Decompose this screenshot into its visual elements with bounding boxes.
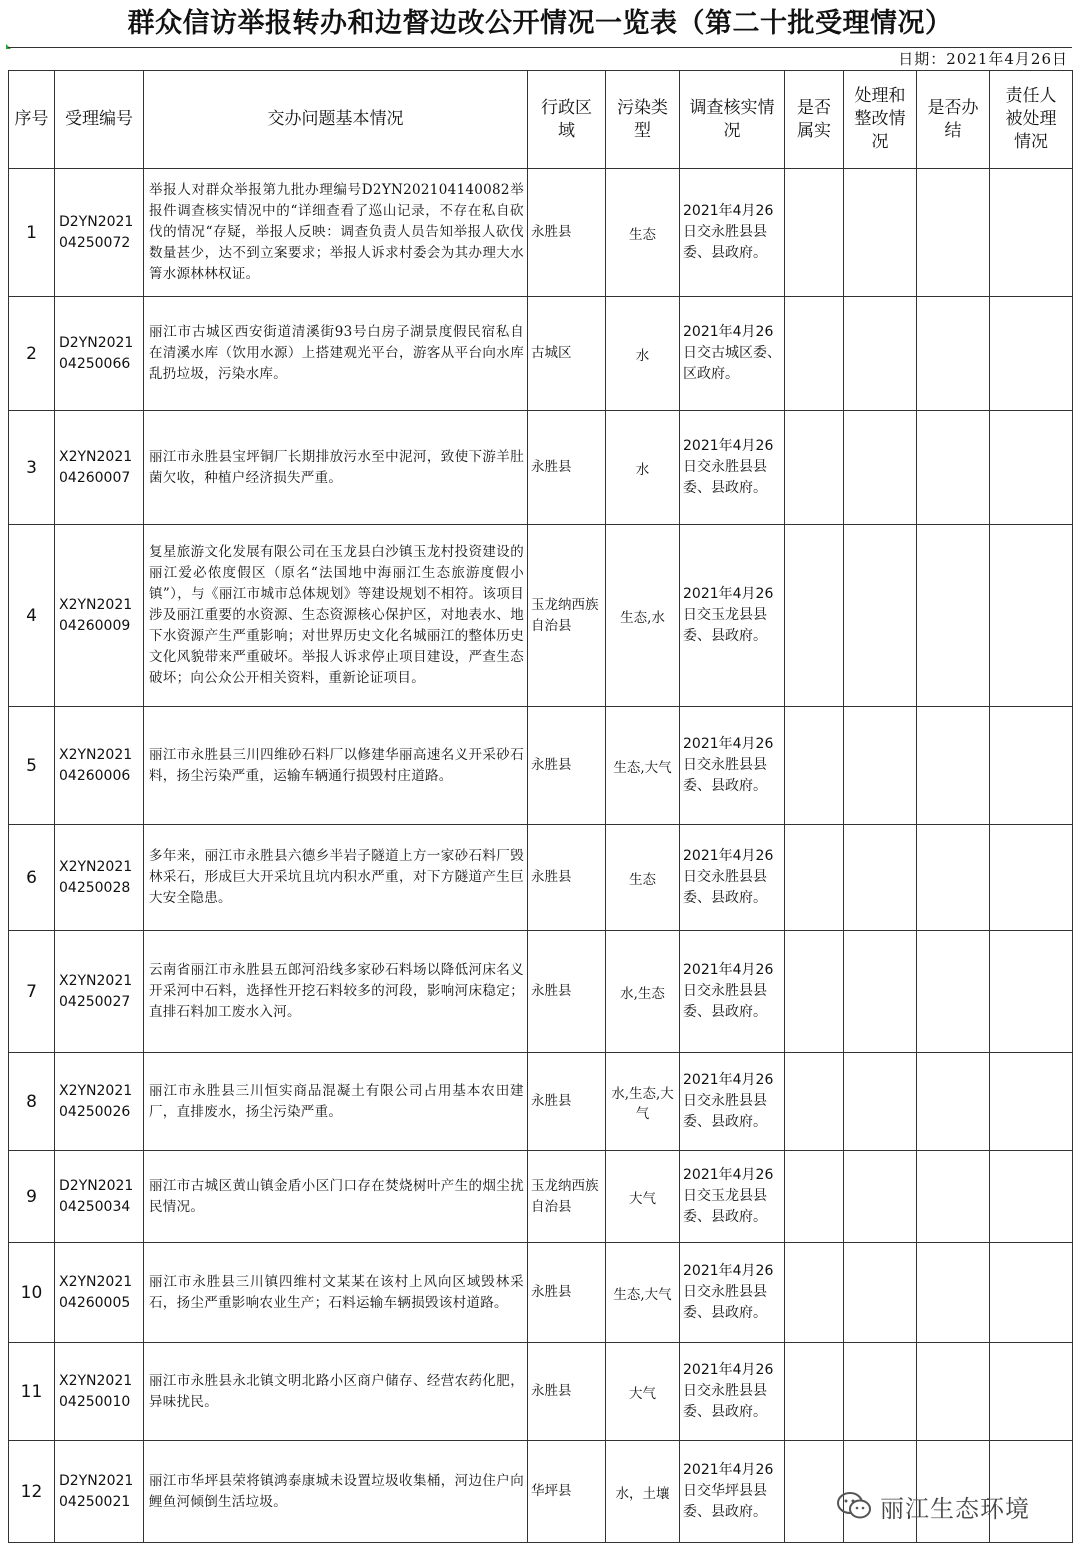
row-area: 古城区 (528, 297, 606, 411)
row-id: X2YN202104250027 (55, 931, 144, 1053)
row-handling (844, 931, 917, 1053)
row-is-true (785, 169, 844, 297)
row-number: 2 (9, 297, 55, 411)
row-investigation: 2021年4月26日交永胜县县委、县政府。 (680, 825, 785, 931)
row-area: 玉龙纳西族自治县 (528, 1151, 606, 1243)
row-number: 11 (9, 1343, 55, 1441)
row-pollution-type: 水,生态 (606, 931, 680, 1053)
row-pollution-type: 水 (606, 411, 680, 525)
header-desc: 交办问题基本情况 (144, 71, 528, 169)
row-investigation: 2021年4月26日交永胜县县委、县政府。 (680, 931, 785, 1053)
row-number: 5 (9, 707, 55, 825)
row-id: X2YN202104250026 (55, 1053, 144, 1151)
row-handling (844, 1243, 917, 1343)
wechat-icon (836, 1491, 872, 1521)
table-row (9, 1053, 1073, 1151)
row-number: 9 (9, 1151, 55, 1243)
row-number: 10 (9, 1243, 55, 1343)
row-area: 永胜县 (528, 707, 606, 825)
table-row (9, 525, 1073, 707)
row-handling (844, 825, 917, 931)
header-id: 受理编号 (55, 71, 144, 169)
row-responsible (990, 1053, 1073, 1151)
row-handling (844, 1343, 917, 1441)
row-is-true (785, 525, 844, 707)
row-pollution-type: 大气 (606, 1343, 680, 1441)
row-area: 华坪县 (528, 1441, 606, 1543)
row-responsible (990, 169, 1073, 297)
row-investigation: 2021年4月26日交玉龙县县委、县政府。 (680, 1151, 785, 1243)
row-area: 玉龙纳西族自治县 (528, 525, 606, 707)
row-pollution-type: 水，土壤 (606, 1441, 680, 1543)
header-type: 污染类型 (606, 71, 680, 169)
row-pollution-type: 生态 (606, 825, 680, 931)
row-closed (917, 707, 990, 825)
row-responsible (990, 297, 1073, 411)
row-closed (917, 1151, 990, 1243)
row-description: 云南省丽江市永胜县五郎河沿线多家砂石料场以降低河床名义开采河中石料，选择性开挖石料较多的河段，影响河床稳定；直排石料加工废水入河。 (144, 931, 528, 1053)
row-area: 永胜县 (528, 1053, 606, 1151)
table-row (9, 1243, 1073, 1343)
header-row (9, 71, 1073, 169)
row-number: 4 (9, 525, 55, 707)
row-handling (844, 411, 917, 525)
header-true: 是否属实 (785, 71, 844, 169)
row-number: 7 (9, 931, 55, 1053)
table-row (9, 707, 1073, 825)
date-text: 日期：2021年4月26日 (898, 50, 1068, 68)
row-number: 12 (9, 1441, 55, 1543)
row-handling (844, 707, 917, 825)
row-closed (917, 1343, 990, 1441)
table-row (9, 1151, 1073, 1243)
row-closed (917, 1053, 990, 1151)
row-closed (917, 411, 990, 525)
row-responsible (990, 825, 1073, 931)
row-id: D2YN202104250066 (55, 297, 144, 411)
watermark-text: 丽江生态环境 (880, 1494, 1030, 1523)
row-is-true (785, 707, 844, 825)
row-description: 丽江市古城区西安街道清溪街93号白房子湖景度假民宿私自在清溪水库（饮用水源）上搭建观光平台，游客从平台向水库乱扔垃圾，污染水库。 (144, 297, 528, 411)
watermark (836, 1486, 1066, 1526)
row-responsible (990, 931, 1073, 1053)
row-is-true (785, 1243, 844, 1343)
row-investigation: 2021年4月26日交古城区委、区政府。 (680, 297, 785, 411)
row-responsible (990, 1151, 1073, 1243)
table-row (9, 825, 1073, 931)
row-description: 丽江市华坪县荣将镇鸿泰康城未设置垃圾收集桶，河边住户向鲤鱼河倾倒生活垃圾。 (144, 1441, 528, 1543)
row-closed (917, 525, 990, 707)
row-closed (917, 931, 990, 1053)
row-id: D2YN202104250072 (55, 169, 144, 297)
row-id: D2YN202104250034 (55, 1151, 144, 1243)
row-id: X2YN202104260007 (55, 411, 144, 525)
row-investigation: 2021年4月26日交永胜县县委、县政府。 (680, 169, 785, 297)
row-description: 丽江市永胜县三川四维砂石料厂以修建华丽高速名义开采砂石料，扬尘污染严重，运输车辆通行损毁村庄道路。 (144, 707, 528, 825)
row-description: 丽江市永胜县永北镇文明北路小区商户储存、经营农药化肥，异味扰民。 (144, 1343, 528, 1441)
row-investigation: 2021年4月26日交永胜县县委、县政府。 (680, 707, 785, 825)
header-person: 责任人被处理情况 (990, 71, 1073, 169)
row-pollution-type: 水,生态,大气 (606, 1053, 680, 1151)
row-is-true (785, 411, 844, 525)
header-handle: 处理和整改情况 (844, 71, 917, 169)
page-title: 群众信访举报转办和边督边改公开情况一览表（第二十批受理情况） (127, 8, 953, 39)
row-area: 永胜县 (528, 411, 606, 525)
row-number: 8 (9, 1053, 55, 1151)
row-description: 丽江市永胜县宝坪铜厂长期排放污水至中泥河，致使下游羊肚菌欠收，种植户经济损失严重。 (144, 411, 528, 525)
row-area: 永胜县 (528, 931, 606, 1053)
row-is-true (785, 297, 844, 411)
row-description: 丽江市永胜县三川恒实商品混凝土有限公司占用基本农田建厂，直排废水，扬尘污染严重。 (144, 1053, 528, 1151)
row-description: 举报人对群众举报第九批办理编号D2YN202104140082举报件调查核实情况中的“详细查看了巡山记录，不存在私自砍伐的情况“存疑，举报人反映：调查负责人员告知举报人砍伐数量甚少，达不到立案要求；举报人诉求村委会为其办理大水箐水源林林权证。 (144, 169, 528, 297)
row-id: X2YN202104260005 (55, 1243, 144, 1343)
row-area: 永胜县 (528, 1243, 606, 1343)
row-handling (844, 297, 917, 411)
row-investigation: 2021年4月26日交华坪县县委、县政府。 (680, 1441, 785, 1543)
row-investigation: 2021年4月26日交永胜县县委、县政府。 (680, 1343, 785, 1441)
row-responsible (990, 411, 1073, 525)
row-description: 复星旅游文化发展有限公司在玉龙县白沙镇玉龙村投资建设的丽江爱必侬度假区（原名“法国地中海丽江生态旅游度假小镇”），与《丽江市城市总体规划》等建设规划不相符。该项目涉及丽江重要的水资源、生态资源核心保护区，对地表水、地下水资源产生严重影响；对世界历史文化名城丽江的整体历史文化风貌带来严重破坏。举报人诉求停止项目建设，严查生态破坏；向公众公开相关资料，重新论证项目。 (144, 525, 528, 707)
row-closed (917, 825, 990, 931)
header-no: 序号 (9, 71, 55, 169)
row-id: D2YN202104250021 (55, 1441, 144, 1543)
row-responsible (990, 1343, 1073, 1441)
row-responsible (990, 707, 1073, 825)
row-pollution-type: 生态 (606, 169, 680, 297)
row-id: X2YN202104250028 (55, 825, 144, 931)
header-closed: 是否办结 (917, 71, 990, 169)
row-pollution-type: 生态,大气 (606, 1243, 680, 1343)
row-description: 丽江市古城区黄山镇金盾小区门口存在焚烧树叶产生的烟尘扰民情况。 (144, 1151, 528, 1243)
row-investigation: 2021年4月26日交永胜县县委、县政府。 (680, 1243, 785, 1343)
row-pollution-type: 生态,大气 (606, 707, 680, 825)
row-handling (844, 1151, 917, 1243)
row-area: 永胜县 (528, 1343, 606, 1441)
complaint-table (8, 70, 1073, 1543)
header-result: 调查核实情况 (680, 71, 785, 169)
row-id: X2YN202104260009 (55, 525, 144, 707)
row-number: 6 (9, 825, 55, 931)
row-pollution-type: 大气 (606, 1151, 680, 1243)
row-is-true (785, 1441, 844, 1543)
row-responsible (990, 525, 1073, 707)
row-investigation: 2021年4月26日交玉龙县县委、县政府。 (680, 525, 785, 707)
row-closed (917, 169, 990, 297)
table-row (9, 297, 1073, 411)
row-pollution-type: 水 (606, 297, 680, 411)
header-area: 行政区域 (528, 71, 606, 169)
row-pollution-type: 生态,水 (606, 525, 680, 707)
row-is-true (785, 1053, 844, 1151)
row-id: X2YN202104260006 (55, 707, 144, 825)
row-is-true (785, 931, 844, 1053)
row-investigation: 2021年4月26日交永胜县县委、县政府。 (680, 1053, 785, 1151)
table-row (9, 411, 1073, 525)
row-closed (917, 297, 990, 411)
row-description: 多年来，丽江市永胜县六德乡半岩子隧道上方一家砂石料厂毁林采石，形成巨大开采坑且坑内积水严重，对下方隧道产生巨大安全隐患。 (144, 825, 528, 931)
row-description: 丽江市永胜县三川镇四维村文某某在该村上风向区域毁林采石，扬尘严重影响农业生产；石料运输车辆损毁该村道路。 (144, 1243, 528, 1343)
row-area: 永胜县 (528, 825, 606, 931)
row-is-true (785, 825, 844, 931)
table-row (9, 169, 1073, 297)
row-closed (917, 1243, 990, 1343)
row-handling (844, 169, 917, 297)
row-number: 1 (9, 169, 55, 297)
row-handling (844, 525, 917, 707)
row-is-true (785, 1343, 844, 1441)
row-number: 3 (9, 411, 55, 525)
row-investigation: 2021年4月26日交永胜县县委、县政府。 (680, 411, 785, 525)
row-handling (844, 1053, 917, 1151)
row-responsible (990, 1243, 1073, 1343)
row-is-true (785, 1151, 844, 1243)
row-area: 永胜县 (528, 169, 606, 297)
table-row (9, 1343, 1073, 1441)
table-row (9, 931, 1073, 1053)
row-id: X2YN202104250010 (55, 1343, 144, 1441)
